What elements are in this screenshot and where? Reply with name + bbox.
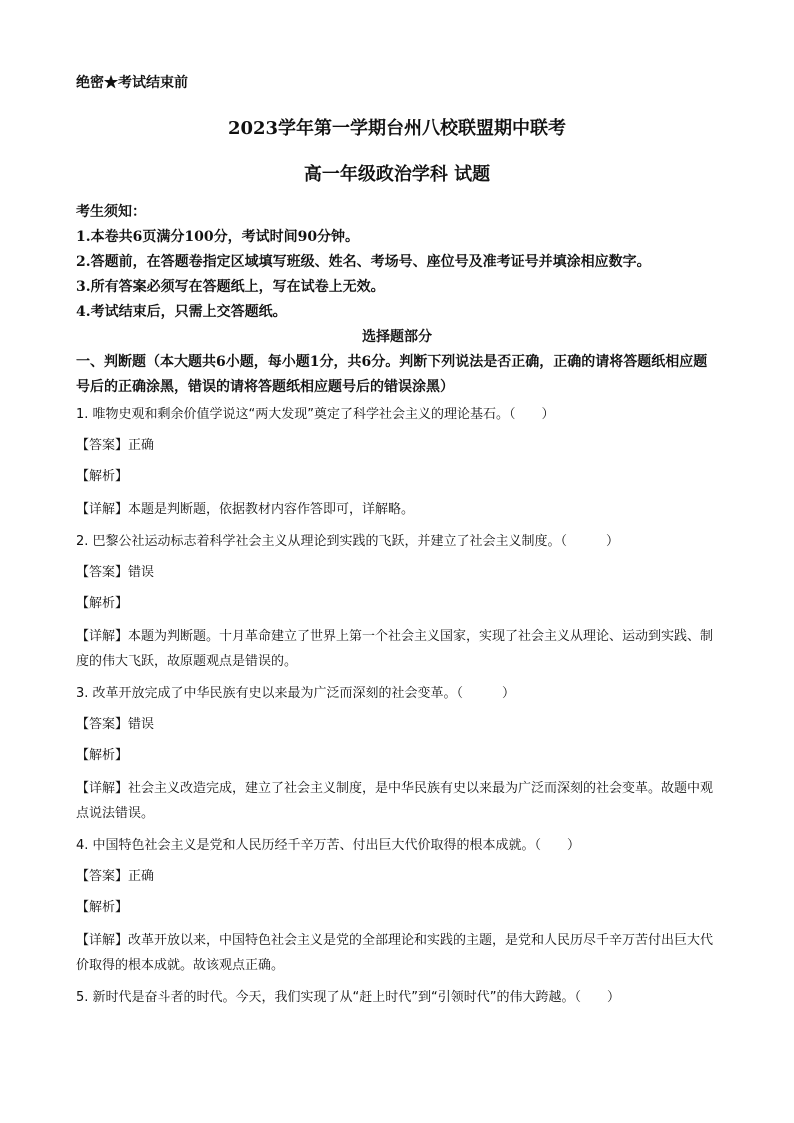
analysis-tag: 【解析】 [76,900,129,915]
detail-row [76,624,718,674]
answer-row [76,435,718,457]
answer-value: 正确 [128,438,155,453]
detail-text: 社会主义改造完成，建立了社会主义制度，是中华民族有史以来最为广泛而深刻的社会变革。故题中观点说法错误。 [76,781,714,821]
detail-tag: 【详解】 [76,502,129,517]
question-4: 4. 中国特色社会主义是党和人民历经千辛万苦、付出巨大代价取得的根本成就。（ ） [76,838,581,853]
detail-text: 本题是判断题，依据教材内容作答即可，详解略。 [128,502,415,517]
answer-tag: 【答案】 [76,565,129,580]
answer-tag: 【答案】 [76,717,129,732]
part-heading: 一、判断题（本大题共6小题，每小题1分，共6分。判断下列说法是否正确，正确的请将答题纸相应题号后的正确涂黑，错误的请将答题纸相应题号后的错误涂黑） [76,354,708,395]
exam-title: 2023学年第一学期台州八校联盟期中联考 [227,118,567,139]
answer-tag: 【答案】 [76,438,129,453]
answer-value: 正确 [128,869,155,884]
detail-tag: 【详解】 [76,781,129,796]
detail-row [76,497,718,522]
question-5: 5. 新时代是奋斗者的时代。今天，我们实现了从“赶上时代”到“引领时代”的伟大跨越。（ ） [76,990,620,1005]
answer-value: 错误 [128,717,155,732]
answer-row [76,562,718,584]
detail-text: 改革开放以来，中国特色社会主义是党的全部理论和实践的主题，是党和人民历尽千辛万苦付出巨大代价取得的根本成就。故该观点正确。 [76,933,714,973]
analysis-tag: 【解析】 [76,469,129,484]
detail-row [76,928,718,978]
notice-heading: 考生须知： [76,204,146,220]
notice-item-3: 3.所有答案必须写在答题纸上，写在试卷上无效。 [76,279,385,295]
question-1: 1. 唯物史观和剩余价值学说这“两大发现”奠定了科学社会主义的理论基石。（ ） [76,407,555,422]
question-list [76,404,718,1009]
question-2: 2. 巴黎公社运动标志着科学社会主义从理论到实践的飞跃，并建立了社会主义制度。（ ） [76,534,620,549]
answer-value: 错误 [128,565,155,580]
section-title: 选择题部分 [362,329,432,345]
detail-tag: 【详解】 [76,933,129,948]
notice-item-4: 4.考试结束后，只需上交答题纸。 [76,304,287,320]
exam-subtitle: 高一年级政治学科 试题 [303,164,491,185]
answer-row [76,714,718,736]
detail-tag: 【详解】 [76,629,129,644]
detail-text: 本题为判断题。十月革命建立了世界上第一个社会主义国家，实现了社会主义从理论、运动到实践、制度的伟大飞跃，故原题观点是错误的。 [76,629,714,669]
notice-item-2: 2.答题前，在答题卷指定区域填写班级、姓名、考场号、座位号及准考证号并填涂相应数字。 [76,254,651,270]
analysis-tag: 【解析】 [76,748,129,763]
detail-row [76,776,718,826]
answer-tag: 【答案】 [76,869,129,884]
answer-row [76,866,718,888]
question-3: 3. 改革开放完成了中华民族有史以来最为广泛而深刻的社会变革。（ ） [76,686,516,701]
notice-item-1: 1.本卷共6页满分100分，考试时间90分钟。 [76,229,360,245]
confidential-label: 绝密★考试结束前 [76,75,188,91]
analysis-tag: 【解析】 [76,596,129,611]
